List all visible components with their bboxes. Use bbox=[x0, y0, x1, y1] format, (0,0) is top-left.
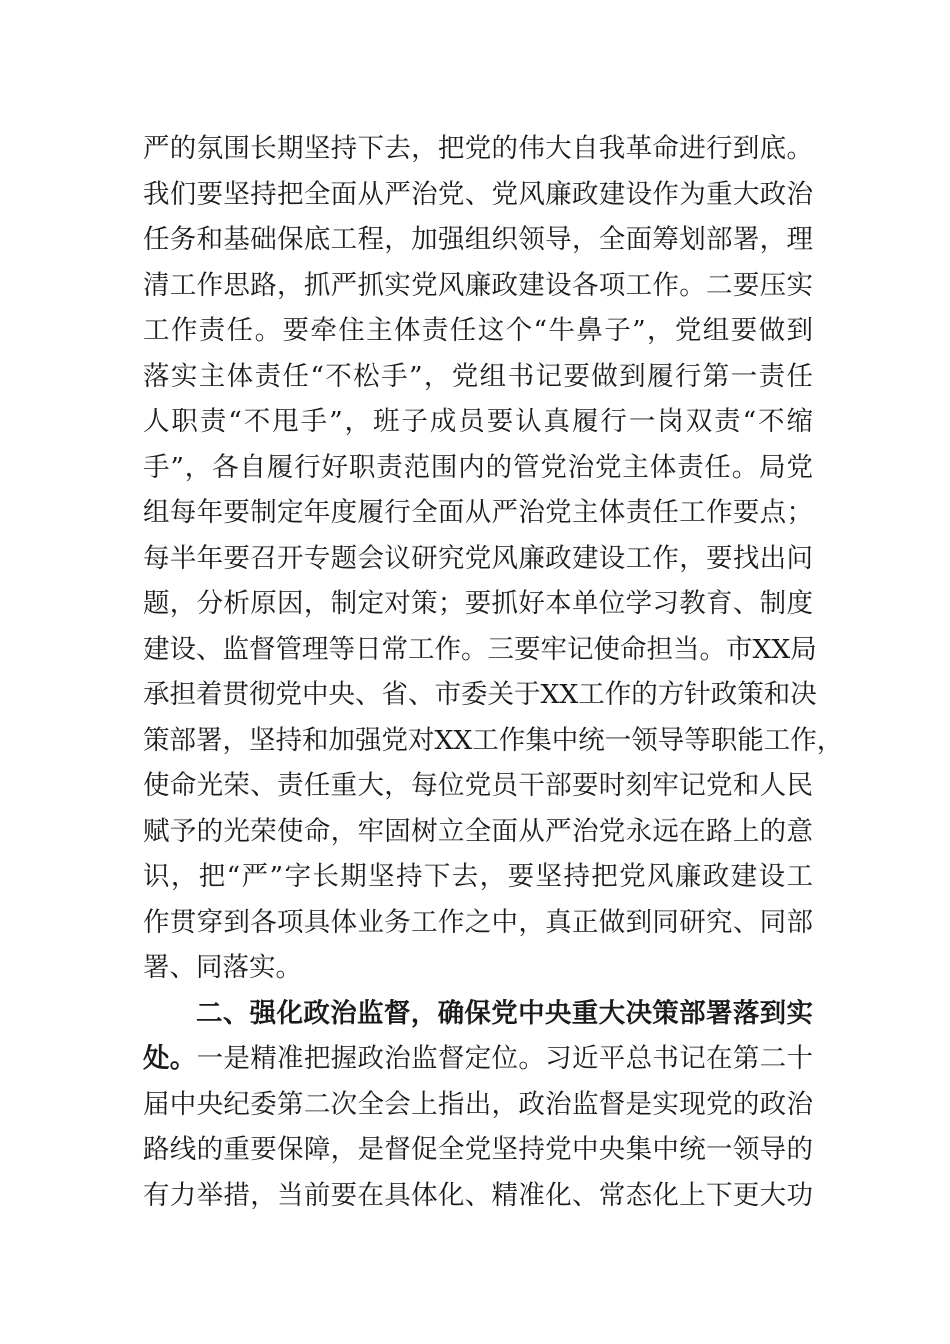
text-line: 策部署，坚持和加强党对XX工作集中统一领导等职能工作， bbox=[143, 724, 844, 756]
text-line: 我们要坚持把全面从严治党、党风廉政建设作为重大政治 bbox=[143, 178, 813, 210]
text-line: 路线的重要保障，是督促全党坚持党中央集中统一领导的 bbox=[143, 1134, 813, 1165]
text-line: 工作责任。要牵住主体责任这个“牛鼻子”，党组要做到 bbox=[143, 315, 813, 346]
text-line: 使命光荣、责任重大，每位党员干部要时刻牢记党和人民 bbox=[143, 770, 813, 801]
text-line: 严的氛围长期坚持下去，把党的伟大自我革命进行到底。 bbox=[143, 133, 813, 164]
section-2 bbox=[143, 991, 813, 1219]
section-text: 一是精准把握政治监督定位。习近平总书记在第二十 bbox=[196, 1043, 813, 1074]
text-line: 识，把“严”字长期坚持下去，要坚持把党风廉政建设工 bbox=[143, 861, 813, 892]
text-line: 手”，各自履行好职责范围内的管党治党主体责任。局党 bbox=[143, 451, 813, 483]
text-line: 任务和基础保底工程，加强组织领导，全面筹划部署，理 bbox=[143, 224, 813, 255]
text-line: 署、同落实。 bbox=[143, 952, 302, 983]
text-line: 题，分析原因，制定对策；要抓好本单位学习教育、制度 bbox=[143, 588, 813, 619]
section-heading: 二、强化政治监督，确保党中央重大决策部署落到实 bbox=[196, 997, 813, 1029]
paragraph-1 bbox=[143, 126, 844, 991]
text-line: 届中央纪委第二次全会上指出，政治监督是实现党的政治 bbox=[143, 1088, 813, 1120]
text-line: 承担着贯彻党中央、省、市委关于XX工作的方针政策和决 bbox=[143, 679, 817, 710]
text-line: 每半年要召开专题会议研究党风廉政建设工作，要找出问 bbox=[143, 542, 813, 574]
document-body bbox=[143, 126, 844, 1218]
text-line: 清工作思路，抓严抓实党风廉政建设各项工作。二要压实 bbox=[143, 269, 813, 301]
text-line: 作贯穿到各项具体业务工作之中，真正做到同研究、同部 bbox=[143, 906, 813, 938]
text-line: 人职责“不甩手”，班子成员要认真履行一岗双责“不缩 bbox=[143, 406, 813, 437]
text-line: 落实主体责任“不松手”，党组书记要做到履行第一责任 bbox=[143, 360, 813, 392]
text-line: 组每年要制定年度履行全面从严治党主体责任工作要点； bbox=[143, 497, 813, 528]
text-line bbox=[143, 1036, 813, 1082]
text-line: 有力举措，当前要在具体化、精准化、常态化上下更大功 bbox=[143, 1179, 813, 1211]
text-line: 建设、监督管理等日常工作。三要牢记使命担当。市XX局 bbox=[143, 633, 817, 665]
section-heading-end: 处。 bbox=[143, 1043, 197, 1074]
text-line: 赋予的光荣使命，牢固树立全面从严治党永远在路上的意 bbox=[143, 815, 813, 847]
